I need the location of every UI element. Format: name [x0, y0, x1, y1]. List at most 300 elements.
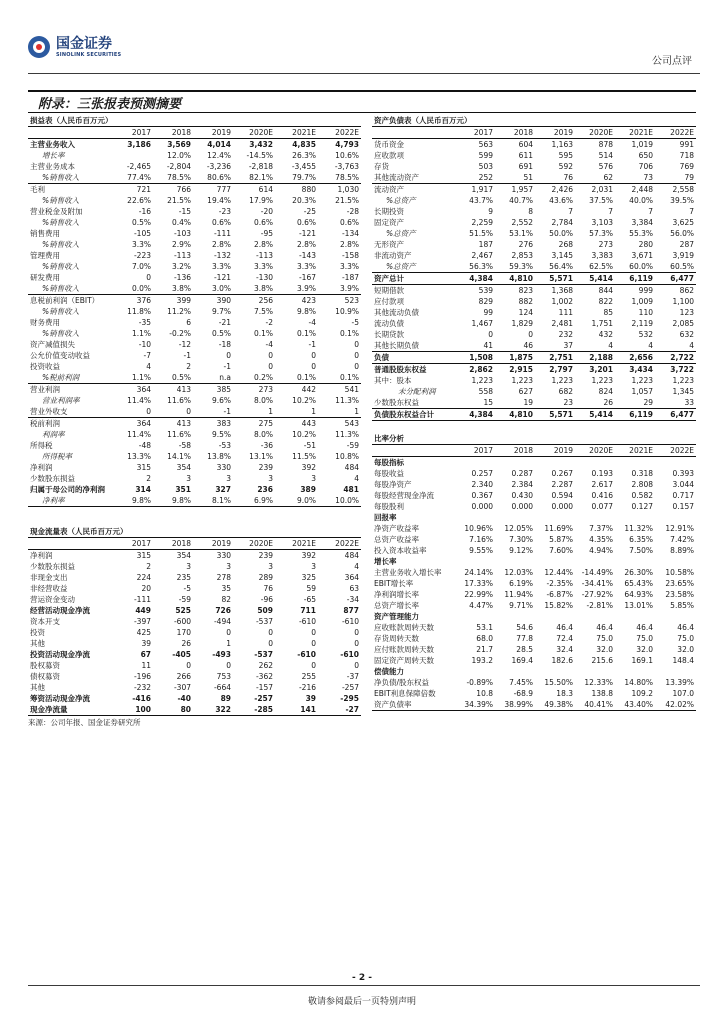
row-label: 每股净资产 — [374, 480, 412, 489]
value-cell: 46.4 — [636, 623, 653, 632]
report-type-label: 公司点评 — [652, 56, 692, 67]
value-cell: 26.3% — [292, 151, 316, 160]
value-cell: 9.0% — [275, 495, 318, 507]
row-label: 营业利润 — [30, 385, 60, 394]
row-label: 归属于母公司的净利润 — [30, 485, 105, 494]
value-cell: 0.077 — [591, 502, 613, 511]
value-cell: -23 — [218, 207, 231, 216]
value-cell: 40.41% — [575, 699, 615, 711]
year-header-cell: 2018 — [153, 127, 193, 139]
value-cell: 0.0% — [113, 283, 153, 295]
row-label: 净资产收益率 — [374, 524, 419, 533]
value-cell: -132 — [213, 251, 231, 260]
table-row — [28, 272, 361, 283]
row-label: %销售收入 — [42, 262, 80, 271]
value-cell: 11.8% — [127, 307, 151, 316]
value-cell: 327 — [215, 485, 231, 494]
value-cell: -58 — [178, 441, 191, 450]
value-cell: 79 — [655, 172, 696, 184]
table-row — [372, 307, 696, 318]
value-cell: 224 — [136, 573, 151, 582]
value-cell: 0.5% — [153, 372, 193, 384]
value-cell: 0.4% — [171, 218, 191, 227]
value-cell: 0.257 — [471, 469, 493, 478]
value-cell: 12.05% — [504, 524, 533, 533]
value-cell: 10.8 — [476, 689, 493, 698]
value-cell: 7.5% — [253, 307, 273, 316]
value-cell: -4 — [308, 318, 316, 327]
value-cell: 32.4 — [556, 645, 573, 654]
logo-english-name: SINOLINK SECURITIES — [56, 51, 122, 58]
value-cell: 6,477 — [655, 273, 696, 285]
value-cell: -136 — [173, 273, 191, 282]
table-row — [28, 206, 361, 217]
value-cell: -143 — [298, 251, 316, 260]
value-cell: 3.3% — [131, 240, 151, 249]
value-cell: 0.594 — [551, 491, 573, 500]
value-cell: 8.1% — [193, 495, 233, 507]
row-label: 毛利 — [30, 185, 45, 194]
row-label: 营业税金及附加 — [30, 207, 83, 216]
value-cell: 11.4% — [127, 396, 151, 405]
value-cell: 111 — [558, 308, 573, 317]
row-label: 其他流动负债 — [374, 308, 419, 317]
value-cell: -2.35% — [546, 579, 573, 588]
value-cell: -3,763 — [334, 162, 359, 171]
row-label: 净负债/股东权益 — [374, 678, 430, 687]
year-header-cell: 2017 — [113, 127, 153, 139]
value-cell: 503 — [478, 162, 493, 171]
year-header-cell: 2019 — [535, 445, 575, 457]
row-label: 存货 — [374, 162, 389, 171]
value-cell: 255 — [301, 672, 316, 681]
table-row — [372, 677, 696, 688]
year-header-cell: 2018 — [495, 445, 535, 457]
row-label: 存货周转天数 — [374, 634, 419, 643]
footer-divider — [28, 985, 700, 986]
appendix-title: 附录：三张报表预测摘要 — [38, 97, 182, 112]
table-row — [372, 545, 696, 556]
value-cell: 8.0% — [253, 430, 273, 439]
value-cell: 12.91% — [665, 524, 694, 533]
value-cell: 0 — [311, 628, 316, 637]
value-cell: 4 — [575, 340, 615, 352]
value-cell: 39 — [141, 639, 151, 648]
year-header-row — [28, 127, 361, 139]
income-statement-table — [28, 127, 361, 507]
value-cell: 0.1% — [339, 329, 359, 338]
value-cell — [456, 512, 495, 523]
value-cell: 23.58% — [665, 590, 694, 599]
table-row — [28, 418, 361, 430]
value-cell: 3 — [311, 562, 316, 571]
value-cell: 2.808 — [631, 480, 653, 489]
value-cell — [615, 512, 655, 523]
value-cell: -1 — [193, 406, 233, 418]
value-cell: 0 — [354, 351, 359, 360]
value-cell: 1 — [275, 406, 318, 418]
row-label: 投资活动现金净流 — [30, 650, 90, 659]
value-cell: 315 — [136, 463, 151, 472]
value-cell: 100 — [113, 704, 153, 716]
value-cell: 0 — [186, 661, 191, 670]
table-row — [372, 172, 696, 184]
row-label: 净利率 — [28, 495, 113, 507]
row-label: 税前利润 — [30, 419, 60, 428]
table-row — [372, 318, 696, 329]
value-cell: 6.19% — [509, 579, 533, 588]
value-cell: -105 — [133, 229, 151, 238]
value-cell: 2,853 — [511, 251, 533, 260]
value-cell: 9.6% — [211, 396, 231, 405]
value-cell: 0 — [354, 362, 359, 371]
value-cell: 2.9% — [171, 240, 191, 249]
value-cell: 12.4% — [207, 151, 231, 160]
value-cell: 4,014 — [207, 140, 231, 149]
row-label: 投资收益 — [30, 362, 60, 371]
row-label: 其他 — [30, 639, 45, 648]
value-cell: 389 — [300, 485, 316, 494]
year-header-row — [372, 127, 696, 139]
value-cell: -493 — [212, 650, 231, 659]
table-row — [28, 440, 361, 451]
row-label: 长期投资 — [374, 207, 404, 216]
value-cell: 432 — [598, 330, 613, 339]
row-label: 投资 — [30, 628, 45, 637]
value-cell: 73 — [615, 172, 655, 184]
row-label: 资产管理能力 — [374, 612, 419, 621]
value-cell: 20 — [141, 584, 151, 593]
table-row — [28, 384, 361, 396]
value-cell: 89 — [220, 694, 231, 703]
value-cell: 50.0% — [549, 229, 573, 238]
value-cell: 10.8% — [335, 452, 359, 461]
value-cell: 80.6% — [193, 172, 233, 184]
value-cell — [655, 666, 696, 677]
table-row — [372, 352, 696, 364]
value-cell: -397 — [133, 617, 151, 626]
value-cell: 2,467 — [471, 251, 493, 260]
value-cell: 7.45% — [509, 678, 533, 687]
value-cell: 7.16% — [469, 535, 493, 544]
table-row — [372, 150, 696, 161]
value-cell: 0 — [226, 661, 231, 670]
row-label: 净利润 — [30, 551, 53, 560]
row-label: 投入资本收益率 — [374, 546, 427, 555]
row-label: 非流动资产 — [374, 251, 412, 260]
table-row — [372, 364, 696, 376]
table-row — [372, 296, 696, 307]
value-cell: 3.8% — [153, 283, 193, 295]
value-cell: 0.1% — [318, 372, 361, 384]
value-cell: 541 — [344, 385, 359, 394]
value-cell: 2.384 — [511, 480, 533, 489]
value-cell: 3,145 — [551, 251, 573, 260]
value-cell: 46.4 — [596, 623, 613, 632]
value-cell: -610 — [341, 617, 359, 626]
year-header-cell: 2020E — [575, 127, 615, 139]
value-cell: n.a — [193, 372, 233, 384]
value-cell: 22.6% — [127, 196, 151, 205]
value-cell: 1,163 — [551, 140, 573, 149]
value-cell: 76 — [263, 584, 273, 593]
value-cell: 3.044 — [672, 480, 694, 489]
value-cell — [615, 611, 655, 622]
value-cell: 0 — [226, 628, 231, 637]
row-label: 息税前利润（EBIT） — [30, 296, 100, 305]
value-cell: 170 — [176, 628, 191, 637]
value-cell: 1,223 — [471, 376, 493, 385]
row-label: 资产负债率 — [372, 699, 456, 711]
value-cell: 75.0 — [677, 634, 694, 643]
row-label: 少数股东损益 — [30, 562, 75, 571]
year-header-cell: 2021E — [615, 127, 655, 139]
year-header-cell: 2019 — [535, 127, 575, 139]
value-cell: 78.5% — [153, 172, 193, 184]
value-cell: 3,384 — [631, 218, 653, 227]
value-cell — [615, 556, 655, 567]
table-row — [372, 206, 696, 217]
value-cell: -2.81% — [586, 601, 613, 610]
value-cell: -96 — [260, 595, 273, 604]
value-cell: 3.9% — [318, 283, 361, 295]
value-cell: 46.4 — [556, 623, 573, 632]
row-label: 总资产增长率 — [374, 601, 419, 610]
value-cell: -18 — [218, 340, 231, 349]
value-cell: 12.0% — [167, 151, 191, 160]
value-cell: 40.0% — [629, 196, 653, 205]
table-row — [28, 361, 361, 372]
value-cell: -257 — [341, 683, 359, 692]
value-cell: -2,804 — [166, 162, 191, 171]
value-cell: -113 — [173, 251, 191, 260]
row-label: 营业外收支 — [28, 406, 113, 418]
value-cell: 543 — [344, 419, 359, 428]
value-cell: 56.3% — [456, 261, 495, 273]
value-cell: -111 — [213, 229, 231, 238]
value-cell: 330 — [216, 551, 231, 560]
table-row — [28, 172, 361, 184]
value-cell: 2,085 — [672, 319, 694, 328]
value-cell — [456, 556, 495, 567]
value-cell: -59 — [178, 595, 191, 604]
row-label: 主营业务成本 — [30, 162, 75, 171]
value-cell: 60.5% — [655, 261, 696, 273]
table-row — [372, 228, 696, 239]
value-cell — [575, 666, 615, 677]
value-cell: 1,223 — [511, 376, 533, 385]
table-row — [28, 693, 361, 704]
row-label: 应付款项 — [374, 297, 404, 306]
row-label: 短期借款 — [374, 286, 404, 295]
value-cell: 1,751 — [591, 319, 613, 328]
value-cell: 17.33% — [464, 579, 493, 588]
value-cell: 39.5% — [670, 196, 694, 205]
value-cell: 882 — [518, 297, 533, 306]
year-header-cell: 2017 — [456, 445, 495, 457]
value-cell: 141 — [275, 704, 318, 716]
table-row — [372, 589, 696, 600]
table-row — [372, 479, 696, 490]
value-cell: 718 — [679, 151, 694, 160]
value-cell: -7 — [143, 351, 151, 360]
value-cell: 563 — [478, 140, 493, 149]
row-label: 营业利润率 — [42, 396, 80, 405]
table-row — [28, 228, 361, 239]
value-cell: 314 — [135, 485, 151, 494]
value-cell: 11.5% — [292, 452, 316, 461]
value-cell: -196 — [133, 672, 151, 681]
table-row — [372, 250, 696, 261]
table-row — [28, 605, 361, 616]
value-cell: 11.94% — [504, 590, 533, 599]
value-cell: 56.0% — [670, 229, 694, 238]
value-cell: 0.717 — [672, 491, 694, 500]
value-cell: 62 — [575, 172, 615, 184]
value-cell: 12.44% — [544, 568, 573, 577]
value-cell: 592 — [558, 162, 573, 171]
value-cell: -59 — [346, 441, 359, 450]
row-label: 每股收益 — [374, 469, 404, 478]
value-cell: 4 — [655, 340, 696, 352]
value-cell: 13.39% — [665, 678, 694, 687]
table-row — [28, 195, 361, 206]
value-cell: -307 — [173, 683, 191, 692]
value-cell: 753 — [216, 672, 231, 681]
year-header-cell: 2019 — [193, 127, 233, 139]
year-header-cell: 2022E — [318, 538, 361, 550]
value-cell: -15 — [178, 207, 191, 216]
value-cell: 5.87% — [549, 535, 573, 544]
year-header-cell: 2022E — [655, 445, 696, 457]
value-cell: 10.6% — [335, 151, 359, 160]
value-cell: 99 — [483, 308, 493, 317]
row-label: 负债 — [372, 352, 456, 364]
value-cell: 11.6% — [167, 396, 191, 405]
value-cell: 7 — [648, 207, 653, 216]
value-cell: 322 — [193, 704, 233, 716]
value-cell: -113 — [255, 251, 273, 260]
value-cell: 2,259 — [471, 218, 493, 227]
value-cell — [113, 150, 153, 161]
value-cell: 442 — [301, 385, 316, 394]
row-label: 流动资产 — [374, 185, 404, 194]
row-label: 债权募资 — [30, 672, 60, 681]
value-cell: 0.6% — [253, 218, 273, 227]
source-note: 来源：公司年报、国金证券研究所 — [28, 718, 141, 727]
value-cell: 351 — [175, 485, 191, 494]
table-row — [28, 295, 361, 307]
value-cell: 187 — [478, 240, 493, 249]
value-cell: 7.42% — [670, 535, 694, 544]
value-cell: 5.85% — [670, 601, 694, 610]
value-cell: 1,223 — [591, 376, 613, 385]
value-cell — [655, 556, 696, 567]
value-cell: 0.1% — [296, 329, 316, 338]
value-cell: 1,508 — [456, 352, 495, 364]
value-cell: 3,383 — [591, 251, 613, 260]
row-label: %销售收入 — [28, 283, 113, 295]
value-cell: 777 — [216, 185, 231, 194]
value-cell: 26 — [575, 397, 615, 409]
value-cell: 12.33% — [584, 678, 613, 687]
table-row — [372, 622, 696, 633]
value-cell: 0.267 — [551, 469, 573, 478]
value-cell: 2 — [186, 362, 191, 371]
value-cell: 576 — [598, 162, 613, 171]
row-label: 净利润 — [30, 463, 53, 472]
value-cell: 3.0% — [193, 283, 233, 295]
value-cell: 392 — [301, 463, 316, 472]
value-cell: 4,810 — [495, 409, 535, 421]
row-label: 偿债能力 — [374, 667, 404, 676]
value-cell: 6,119 — [615, 409, 655, 421]
value-cell: 124 — [518, 308, 533, 317]
value-cell: -257 — [254, 694, 273, 703]
row-label: 筹资活动现金净流 — [30, 694, 90, 703]
value-cell: 2,784 — [551, 218, 573, 227]
value-cell: 12.03% — [504, 568, 533, 577]
row-label: 应收款项 — [374, 151, 404, 160]
value-cell: 215.6 — [591, 656, 613, 665]
header-blank-cell — [28, 538, 113, 550]
value-cell: 0 — [354, 628, 359, 637]
value-cell: 280 — [638, 240, 653, 249]
value-cell: 39 — [305, 694, 316, 703]
year-header-cell: 2018 — [495, 127, 535, 139]
value-cell: 3,569 — [167, 140, 191, 149]
table-row — [372, 490, 696, 501]
value-cell: 138.8 — [591, 689, 613, 698]
value-cell: 182.6 — [551, 656, 573, 665]
disclaimer-text: 敬请参阅最后一页特别声明 — [307, 997, 416, 1007]
value-cell: 4,384 — [456, 409, 495, 421]
table-row — [372, 578, 696, 589]
table-row — [28, 660, 361, 671]
value-cell: 68.0 — [476, 634, 493, 643]
value-cell: 0.287 — [511, 469, 533, 478]
table-row — [28, 239, 361, 250]
value-cell: 4,835 — [292, 140, 316, 149]
value-cell: 632 — [679, 330, 694, 339]
value-cell: 15.82% — [544, 601, 573, 610]
value-cell: 2.8% — [253, 240, 273, 249]
row-label: %销售收入 — [42, 196, 80, 205]
table-row — [28, 462, 361, 473]
value-cell: 0.5% — [131, 218, 151, 227]
value-cell: 5,414 — [575, 409, 615, 421]
value-cell: 193.2 — [471, 656, 493, 665]
table-row — [28, 283, 361, 295]
value-cell: 383 — [216, 419, 231, 428]
value-cell: 3.8% — [233, 283, 275, 295]
value-cell: 11 — [141, 661, 151, 670]
table-row — [372, 655, 696, 666]
table-row — [372, 409, 696, 421]
value-cell: -1 — [183, 351, 191, 360]
row-label: 应付账款周转天数 — [374, 645, 434, 654]
value-cell: 11.2% — [167, 307, 191, 316]
row-label: 净利润增长率 — [374, 590, 419, 599]
value-cell: 627 — [518, 387, 533, 396]
value-cell: 1,223 — [672, 376, 694, 385]
table-row — [28, 250, 361, 261]
value-cell: 110 — [638, 308, 653, 317]
value-cell: 0 — [146, 273, 151, 282]
row-label: %销售收入 — [42, 240, 80, 249]
value-cell: -36 — [260, 441, 273, 450]
value-cell: -134 — [341, 229, 359, 238]
